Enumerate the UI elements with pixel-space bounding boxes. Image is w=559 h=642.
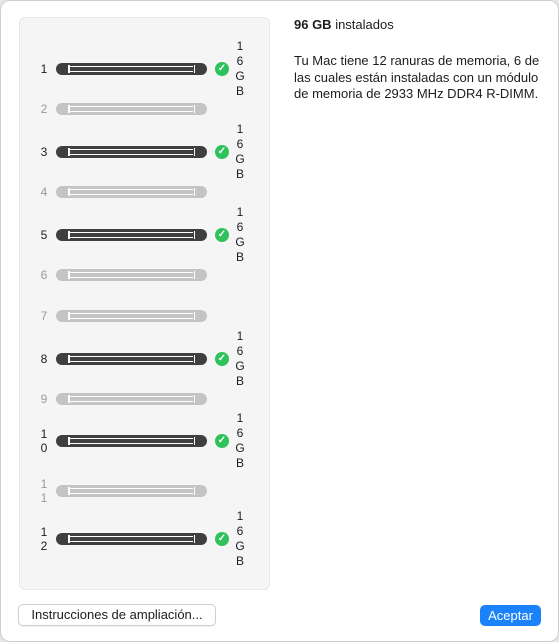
slot-number: 4 bbox=[40, 185, 48, 199]
installed-memory-summary bbox=[294, 17, 394, 33]
checkmark-icon: ✓ bbox=[215, 145, 229, 159]
slot-number: 1 2 bbox=[40, 525, 48, 553]
empty-slot-icon bbox=[56, 103, 207, 115]
slot-number: 1 bbox=[40, 62, 48, 76]
module-capacity: 1 6 G B bbox=[235, 509, 245, 568]
module-capacity: 1 6 G B bbox=[235, 122, 245, 181]
slot-number: 6 bbox=[40, 268, 48, 282]
memory-module-icon bbox=[56, 146, 207, 158]
empty-slot-icon bbox=[56, 393, 207, 405]
checkmark-icon: ✓ bbox=[215, 228, 229, 242]
memory-slot-5 bbox=[20, 205, 271, 264]
checkmark-icon: ✓ bbox=[215, 352, 229, 366]
module-capacity: 1 6 G B bbox=[235, 39, 245, 98]
memory-slot-4 bbox=[20, 182, 271, 202]
module-capacity: 1 6 G B bbox=[235, 411, 245, 470]
memory-slot-6 bbox=[20, 265, 271, 285]
empty-slot-icon bbox=[56, 310, 207, 322]
memory-module-icon bbox=[56, 533, 207, 545]
installed-memory-suffix: instalados bbox=[331, 17, 394, 32]
memory-slot-9 bbox=[20, 389, 271, 409]
memory-slot-11 bbox=[20, 477, 271, 505]
memory-slot-10 bbox=[20, 411, 271, 470]
slot-number: 8 bbox=[40, 352, 48, 366]
memory-module-icon bbox=[56, 353, 207, 365]
checkmark-icon: ✓ bbox=[215, 62, 229, 76]
installed-memory-amount: 96 GB bbox=[294, 17, 332, 32]
memory-slot-8 bbox=[20, 329, 271, 388]
module-capacity: 1 6 G B bbox=[235, 329, 245, 388]
memory-module-icon bbox=[56, 435, 207, 447]
accept-button[interactable]: Aceptar bbox=[480, 605, 541, 626]
slot-number: 1 1 bbox=[40, 477, 48, 505]
memory-slot-7 bbox=[20, 306, 271, 326]
memory-slot-2 bbox=[20, 99, 271, 119]
memory-slot-3 bbox=[20, 122, 271, 181]
memory-module-icon bbox=[56, 63, 207, 75]
memory-description: Tu Mac tiene 12 ranuras de memoria, 6 de las cuales están instaladas con un módulo de memoria de 2933 MHz DDR4 R-DIMM. bbox=[294, 53, 540, 101]
empty-slot-icon bbox=[56, 269, 207, 281]
module-capacity: 1 6 G B bbox=[235, 205, 245, 264]
empty-slot-icon bbox=[56, 186, 207, 198]
memory-slot-1 bbox=[20, 39, 271, 98]
memory-slots-panel bbox=[19, 17, 270, 590]
slot-number: 1 0 bbox=[40, 427, 48, 455]
upgrade-instructions-button[interactable]: Instrucciones de ampliación... bbox=[18, 604, 216, 626]
checkmark-icon: ✓ bbox=[215, 532, 229, 546]
slot-number: 7 bbox=[40, 309, 48, 323]
slot-number: 3 bbox=[40, 145, 48, 159]
memory-slot-12 bbox=[20, 509, 271, 568]
slot-number: 5 bbox=[40, 228, 48, 242]
memory-module-icon bbox=[56, 229, 207, 241]
slot-number: 2 bbox=[40, 102, 48, 116]
checkmark-icon: ✓ bbox=[215, 434, 229, 448]
slot-number: 9 bbox=[40, 392, 48, 406]
empty-slot-icon bbox=[56, 485, 207, 497]
